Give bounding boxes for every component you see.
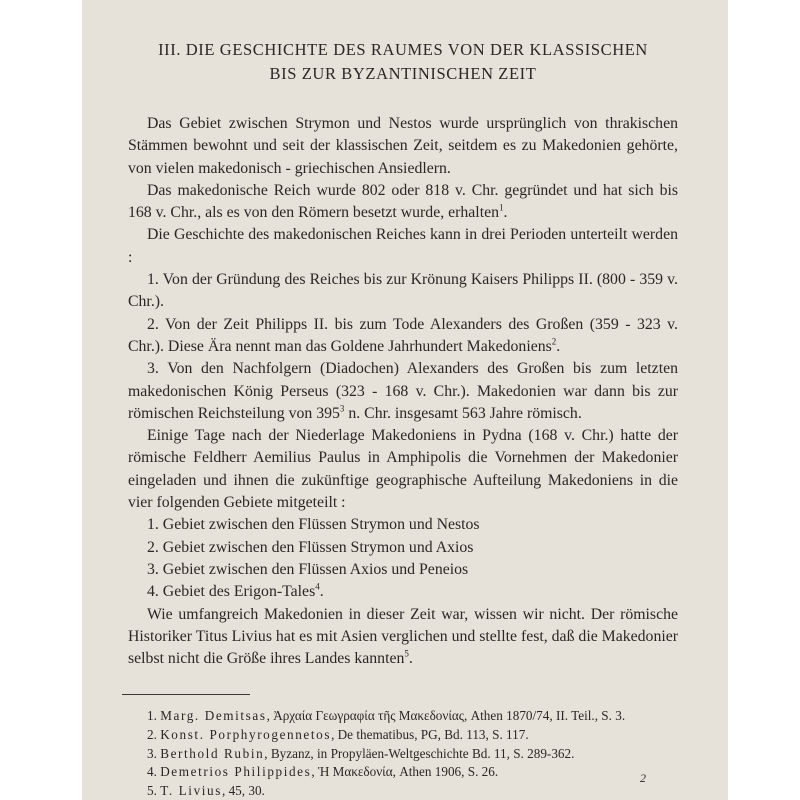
footnote-5-text: , 45, 30.: [221, 782, 265, 798]
footnote-ref-5: 5: [404, 648, 409, 659]
region-item-3: 3. Gebiet zwischen den Flüssen Axios und Peneios: [147, 560, 469, 578]
footnote-divider: [122, 694, 250, 695]
footnote-4-text: , Ἡ Μακεδονία, Athen 1906, S. 26.: [311, 764, 499, 780]
footnote-ref-2: 2: [551, 336, 557, 347]
footnote-2-author: Konst. Porphyrogennetos: [160, 727, 332, 743]
footnote-3-author: Berthold Rubin: [160, 745, 265, 761]
footnote-2: [128, 726, 678, 745]
region-item-4: 4. Gebiet des Erigon-Tales$^4$.: [147, 581, 324, 601]
paragraph-3: Die Geschichte des makedonischen Reiches kann in drei Perioden unterteilt werden :: [128, 226, 678, 266]
period-item-3-tail: n. Chr. insgesamt 563 Jahre römisch.: [344, 404, 582, 422]
period-item-3: [128, 358, 678, 425]
footnote-1: [128, 707, 678, 726]
paragraph-1: Das Gebiet zwischen Strymon und Nestos wurde ursprünglich von thrakischen Stämmen bewohnt und seit der klassischen Zeit, seitdem es zu Makedonien gehörte, von vielen makedonisch - griechischen Ansiedlern.: [128, 115, 678, 177]
footnote-4: [128, 763, 678, 782]
chapter-title-line-1: III. DIE GESCHICHTE DES RAUMES VON DER KLASSISCHEN: [158, 40, 648, 59]
chapter-title-line-2: BIS ZUR BYZANTINISCHEN ZEIT: [269, 64, 537, 83]
book-page: [82, 0, 728, 800]
paragraph-5-text: Wie umfangreich Makedonien in dieser Zeit war, wissen wir nicht. Der römische Historiker Titus Livius hat es mit Asien verglichen und stellte fest, daß die Makedonier selbst nicht die Größe ihres Landes kannten: [128, 605, 678, 668]
footnote-ref-4: 4: [315, 581, 320, 592]
paragraph-5: Wie umfangreich Makedonien in dieser Zeit war, wissen wir nicht. Der römische Historiker Titus Livius hat es mit Asien verglichen und stellte fest, daß die Makedonier selbst nicht die Größe ihres Landes kannten$^5$.: [128, 605, 678, 668]
footnote-ref-3: 3: [339, 403, 345, 414]
paragraph-2: Das makedonische Reich wurde 802 oder 818 v. Chr. gegründet und hat sich bis 168 v. Chr., als es von den Römern besetzt wurde, erhalten$^1$.: [128, 181, 678, 222]
region-item-4-text: 4. Gebiet des Erigon-Tales: [147, 583, 316, 601]
footnote-2-text: , De thematibus, PG, Bd. 113, S. 117.: [331, 727, 529, 743]
period-item-2: 2. Von der Zeit Philipps II. bis zum Tode Alexanders des Großen (359 - 323 v. Chr.). Diese Ära nennt man das Goldene Jahrhundert Makedoniens$^2$.: [128, 315, 678, 355]
footnote-3-text: , Byzanz, in Propyläen-Weltgeschichte Bd. 11, S. 289-362.: [264, 745, 575, 761]
footnote-5-author: T. Livius: [160, 782, 222, 798]
period-item-1-text: 1. Von der Gründung des Reiches bis zur Krönung Kaisers Philipps II. (800 - 359 v. Chr.).: [128, 271, 678, 311]
footnote-2-number: 2.: [147, 727, 157, 743]
footnotes: [128, 707, 678, 800]
footnote-1-author: Marg. Demitsas: [160, 708, 267, 724]
footnote-1-text: , Ἀρχαία Γεωγραφία τῆς Μακεδονίας, Athen 1870/74, II. Teil., S. 3.: [266, 708, 626, 724]
period-item-1: [128, 269, 678, 314]
footnote-3-number: 3.: [147, 745, 157, 761]
period-item-3-text: 3. Von den Nachfolgern (Diadochen) Alexanders des Großen bis zum letzten makedonischen König Perseus (323 - 168 v. Chr.). Makedonien war dann bis zur römischen Reichsteilung von 395: [128, 360, 678, 422]
footnote-3: [128, 745, 678, 764]
footnote-5: [128, 782, 678, 800]
paragraph-2-text: Das makedonische Reich wurde 802 oder 818 v. Chr. gegründet und hat sich bis 168 v. Chr., als es von den Römern besetzt wurde, erhalten: [128, 181, 678, 222]
region-item-2: 2. Gebiet zwischen den Flüssen Strymon und Axios: [147, 538, 474, 556]
region-item-1: 1. Gebiet zwischen den Flüssen Strymon und Nestos: [147, 516, 480, 534]
paragraph-4: Einige Tage nach der Niederlage Makedoniens in Pydna (168 v. Chr.) hatte der römische Feldherr Aemilius Paulus in Amphipolis die Vornehmen der Makedonier eingeladen und ihnen die zukünftige geographische Aufteilung Makedoniens in die vier folgenden Gebiete mitgeteilt :: [128, 427, 678, 512]
page-number: 2: [640, 771, 646, 785]
chapter-title: [128, 38, 678, 86]
footnote-ref-1: 1: [499, 202, 504, 213]
page-content: [128, 38, 678, 800]
footnote-4-number: 4.: [147, 764, 157, 780]
footnote-1-number: 1.: [147, 708, 157, 724]
period-item-2-text: 2. Von der Zeit Philipps II. bis zum Tode Alexanders des Großen (359 - 323 v. Chr.). Diese Ära nennt man das Goldene Jahrhundert Makedoniens: [128, 315, 678, 355]
body-text: [128, 113, 678, 670]
footnote-4-author: Demetrios Philippides: [160, 764, 312, 780]
footnote-5-number: 5.: [147, 782, 157, 798]
